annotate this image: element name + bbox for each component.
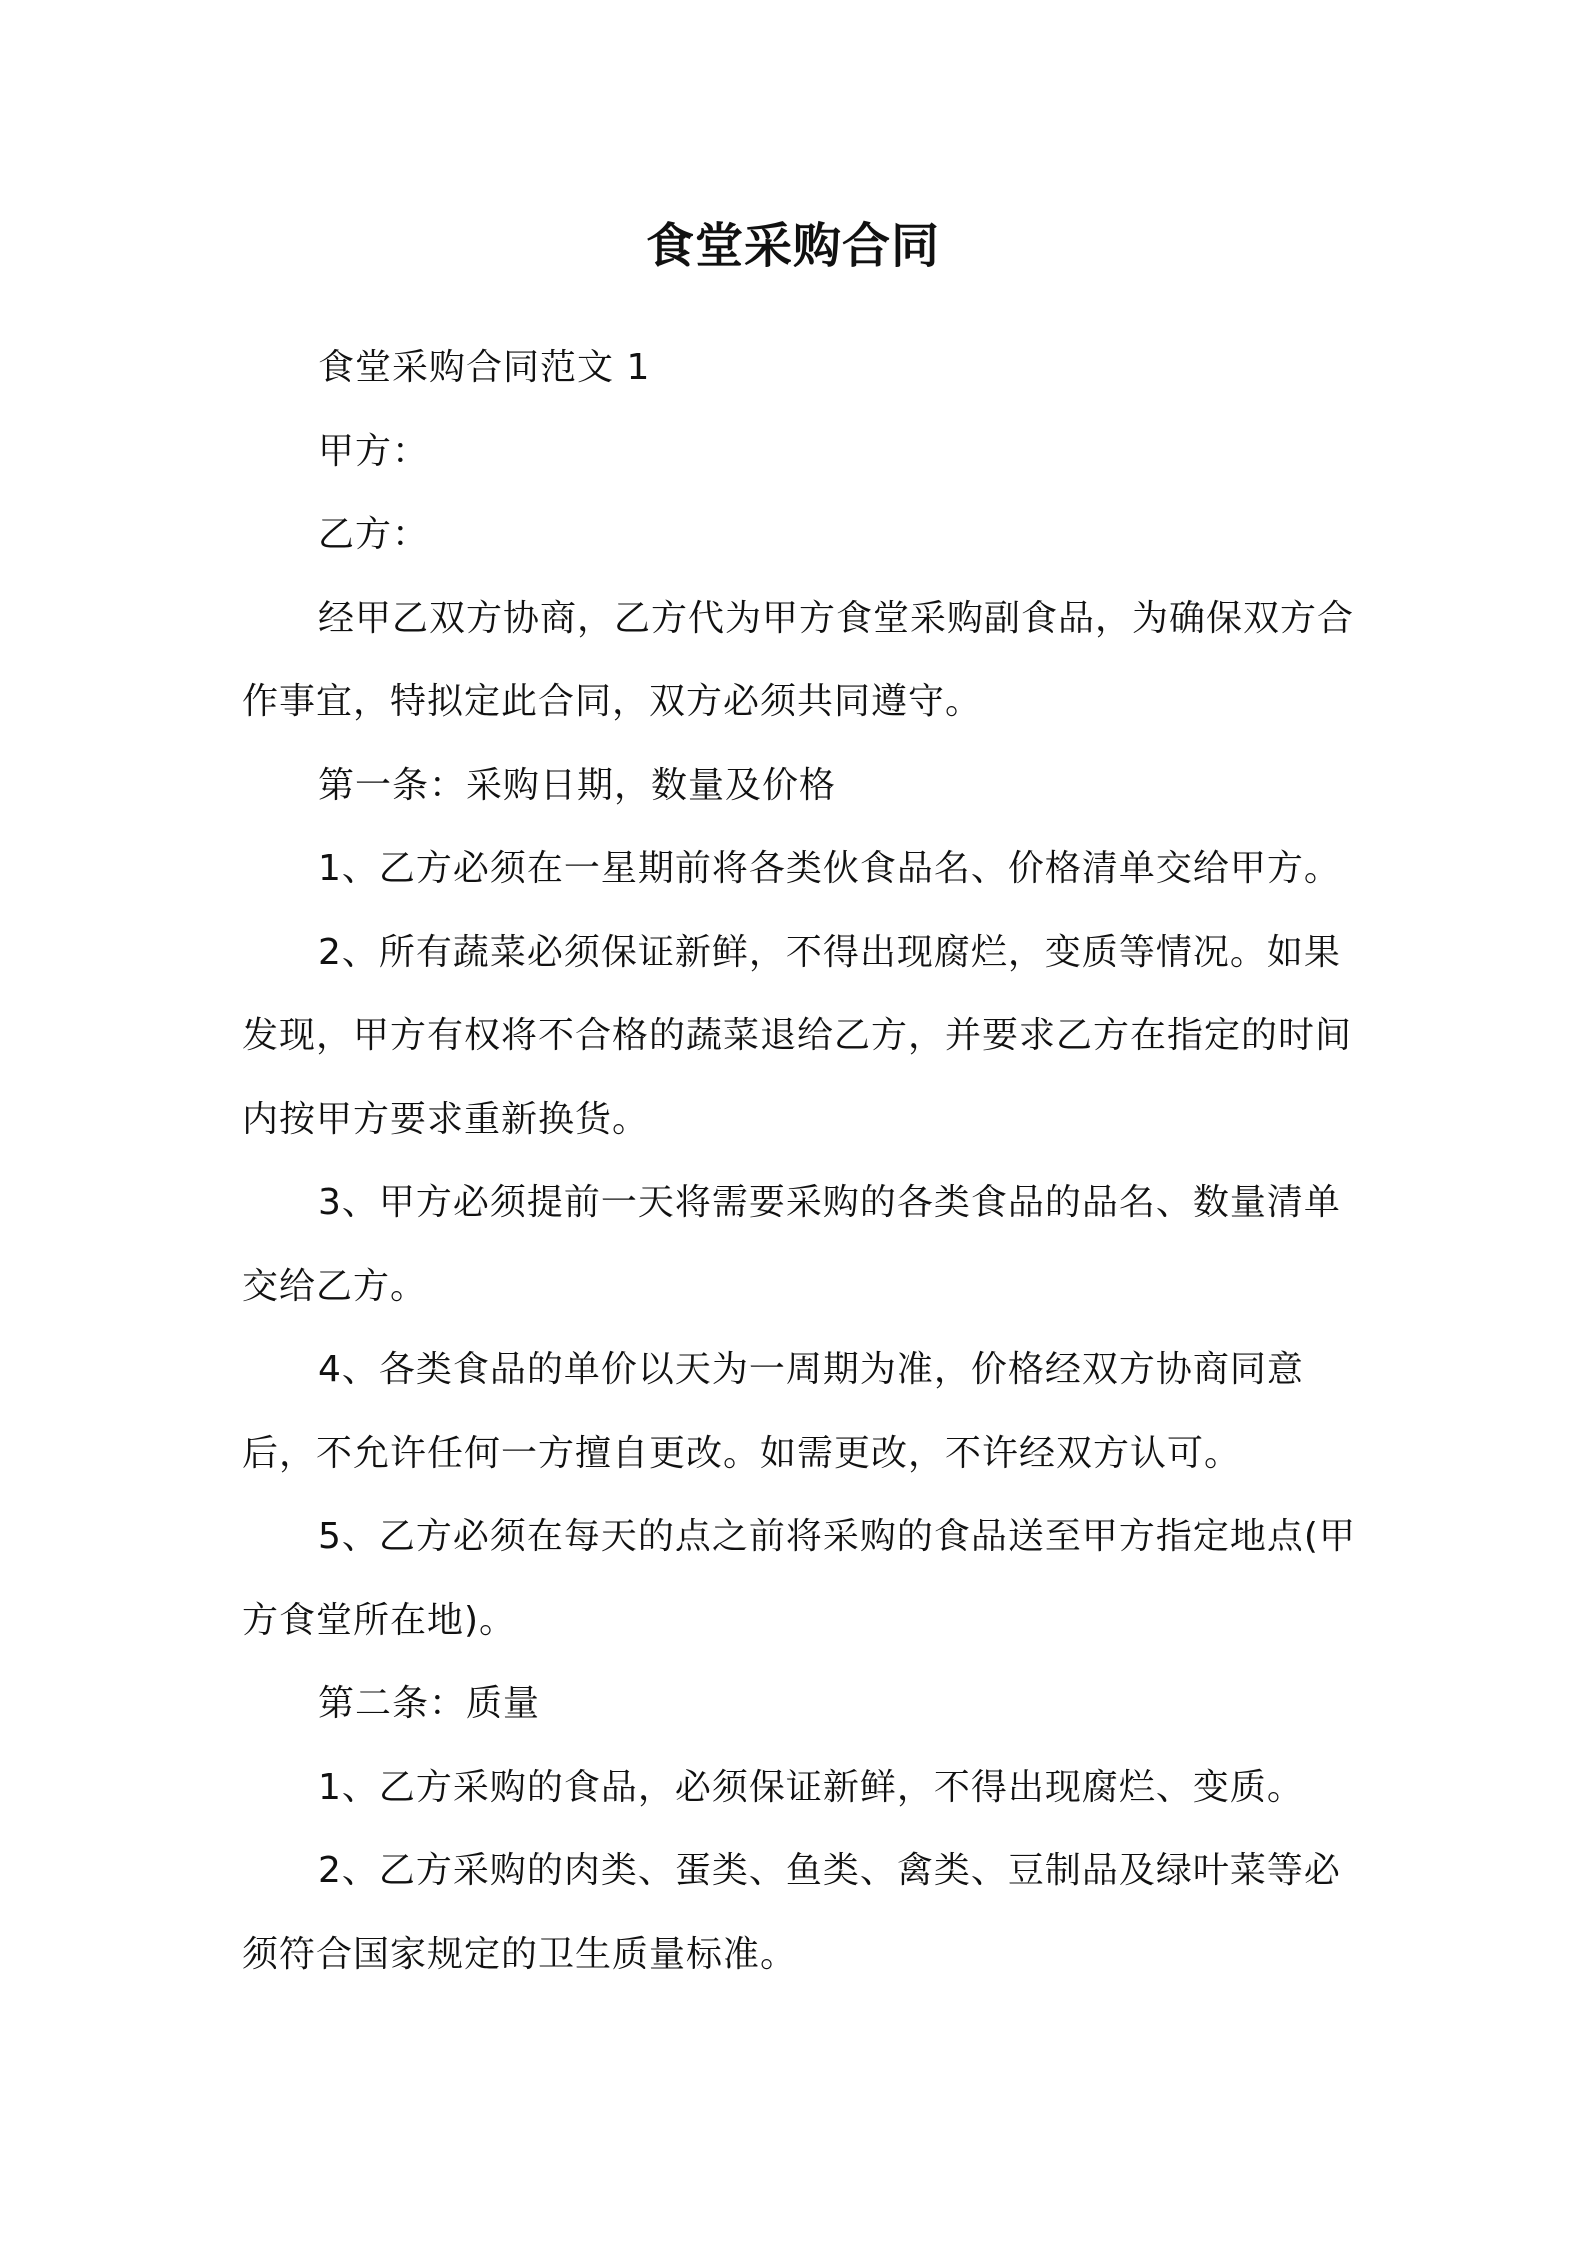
paragraph-intro: 经甲乙双方协商，乙方代为甲方食堂采购副食品，为确保双方合作事宜，特拟定此合同，双方必须共同遵守。 [242, 597, 1355, 722]
paragraph-article-2-item-1: 1、乙方采购的食品，必须保证新鲜，不得出现腐烂、变质。 [318, 1766, 1304, 1808]
paragraph-article-1-item-3: 3、甲方必须提前一天将需要采购的各类食品的品名、数量清单交给乙方。 [242, 1182, 1341, 1307]
paragraph-article-1-item-1: 1、乙方必须在一星期前将各类伙食品名、价格清单交给甲方。 [318, 848, 1341, 889]
paragraph-article-1-item-5: 5、乙方必须在每天的点之前将采购的食品送至甲方指定地点(甲方食堂所在地)。 [242, 1516, 1356, 1641]
document-body [242, 326, 1360, 1996]
paragraph-party-a: 甲方： [318, 430, 430, 472]
paragraph-article-2-heading: 第二条：质量 [318, 1683, 541, 1724]
paragraph-party-b: 乙方： [318, 514, 430, 555]
paragraph-subtitle: 食堂采购合同范文 1 [318, 347, 651, 388]
paragraph-article-1-heading: 第一条：采购日期，数量及价格 [318, 764, 837, 806]
paragraph-article-1-item-2: 2、所有蔬菜必须保证新鲜，不得出现腐烂，变质等情况。如果发现，甲方有权将不合格的蔬菜退给乙方，并要求乙方在指定的时间内按甲方要求重新换货。 [242, 931, 1353, 1140]
document-title: 食堂采购合同 [645, 218, 940, 274]
paragraph-article-1-item-4: 4、各类食品的单价以天为一周期为准，价格经双方协商同意后，不允许任何一方擅自更改。如需更改，不许经双方认可。 [242, 1349, 1304, 1474]
paragraph-article-2-item-2: 2、乙方采购的肉类、蛋类、鱼类、禽类、豆制品及绿叶菜等必须符合国家规定的卫生质量标准。 [242, 1850, 1341, 1975]
